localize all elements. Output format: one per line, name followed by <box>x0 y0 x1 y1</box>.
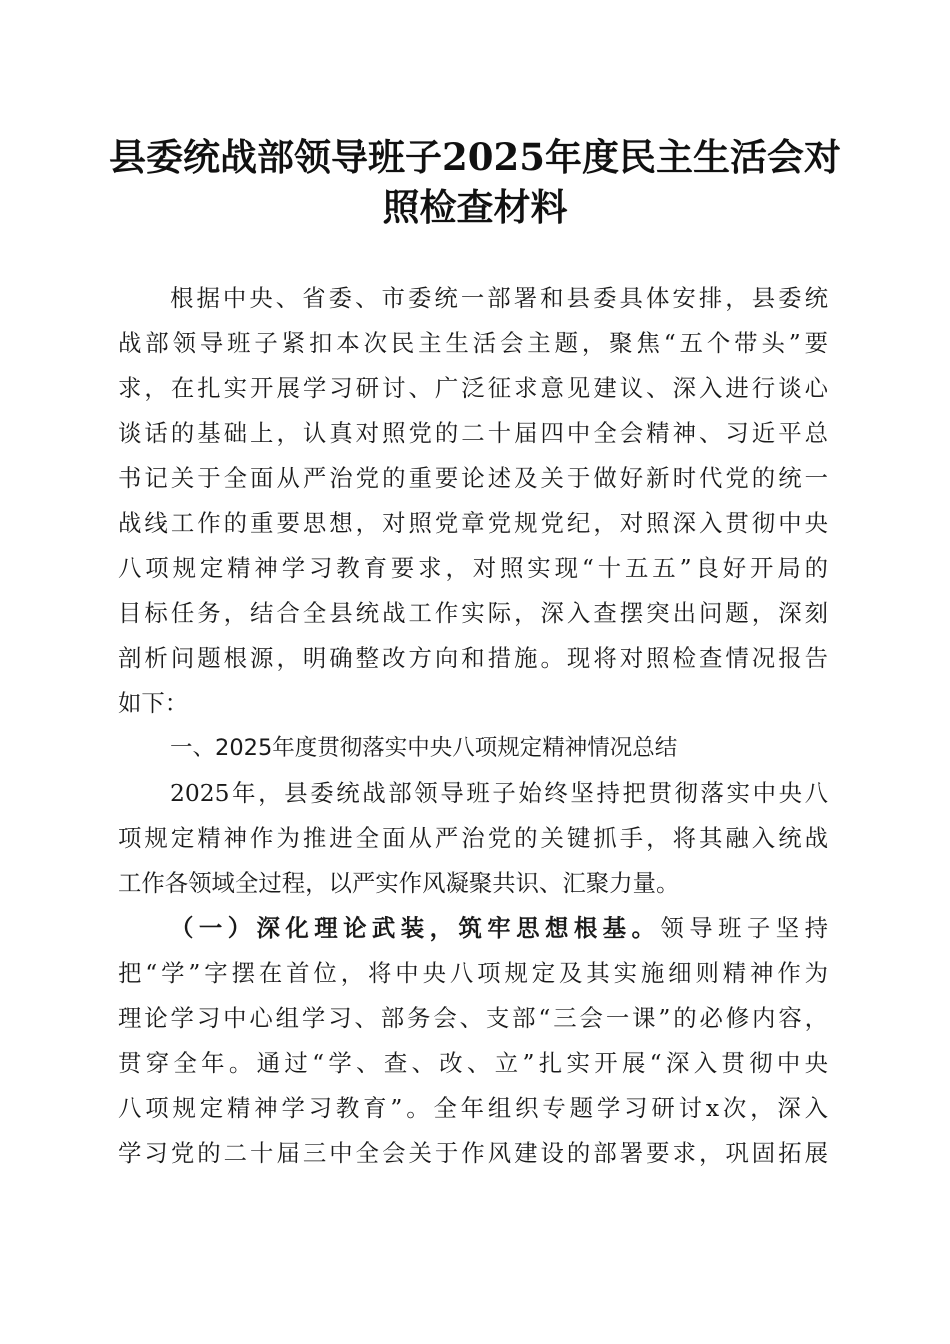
intro-line: 根据中央、省委、市委统一部署和县委具体安排，县委统 <box>170 284 828 312</box>
subsection-line: 八项规定精神学习教育”。全年组织专题学习研讨x次，深入 <box>118 1094 828 1122</box>
intro-line: 战部领导班子紧扣本次民主生活会主题，聚焦“五个带头”要 <box>118 329 828 357</box>
intro-line: 求，在扎实开展学习研讨、广泛征求意见建议、深入进行谈心 <box>118 374 828 402</box>
intro-line: 剖析问题根源，明确整改方向和措施。现将对照检查情况报告 <box>118 644 828 672</box>
intro-line: 战线工作的重要思想，对照党章党规党纪，对照深入贯彻中央 <box>118 509 828 537</box>
intro-line: 目标任务，结合全县统战工作实际，深入查摆突出问题，深刻 <box>118 599 828 627</box>
section-line: 项规定精神作为推进全面从严治党的关键抓手，将其融入统战 <box>118 824 828 852</box>
section-heading: 一、2025年度贯彻落实中央八项规定精神情况总结 <box>170 735 678 761</box>
intro-line: 八项规定精神学习教育要求，对照实现“十五五”良好开局的 <box>118 554 828 582</box>
document-body <box>118 276 828 1176</box>
subsection-line: 学习党的二十届三中全会关于作风建设的部署要求，巩固拓展 <box>118 1139 828 1167</box>
subsection-line: 贯穿全年。通过“学、查、改、立”扎实开展“深入贯彻中央 <box>118 1049 828 1077</box>
subsection-heading: （一）深化理论武装，筑牢思想根基。 <box>170 914 661 942</box>
subsection-line: 把“学”字摆在首位，将中央八项规定及其实施细则精神作为 <box>118 959 828 987</box>
intro-line: 如下： <box>118 689 189 717</box>
document-title <box>100 132 850 232</box>
subsection-first-line <box>118 906 828 951</box>
subsection-first-rest: 领导班子坚持 <box>660 914 829 942</box>
subsection-line: 理论学习中心组学习、部务会、支部“三会一课”的必修内容， <box>118 1004 828 1032</box>
intro-line: 谈话的基础上，认真对照党的二十届四中全会精神、习近平总 <box>118 419 828 447</box>
section-line: 2025年，县委统战部领导班子始终坚持把贯彻落实中央八 <box>170 779 828 807</box>
title-line-1: 县委统战部领导班子2025年度民主生活会对 <box>109 135 841 179</box>
intro-line: 书记关于全面从严治党的重要论述及关于做好新时代党的统一 <box>118 464 828 492</box>
section-line: 工作各领域全过程，以严实作风凝聚共识、汇聚力量。 <box>118 869 680 897</box>
title-line-2: 照检查材料 <box>382 185 568 229</box>
